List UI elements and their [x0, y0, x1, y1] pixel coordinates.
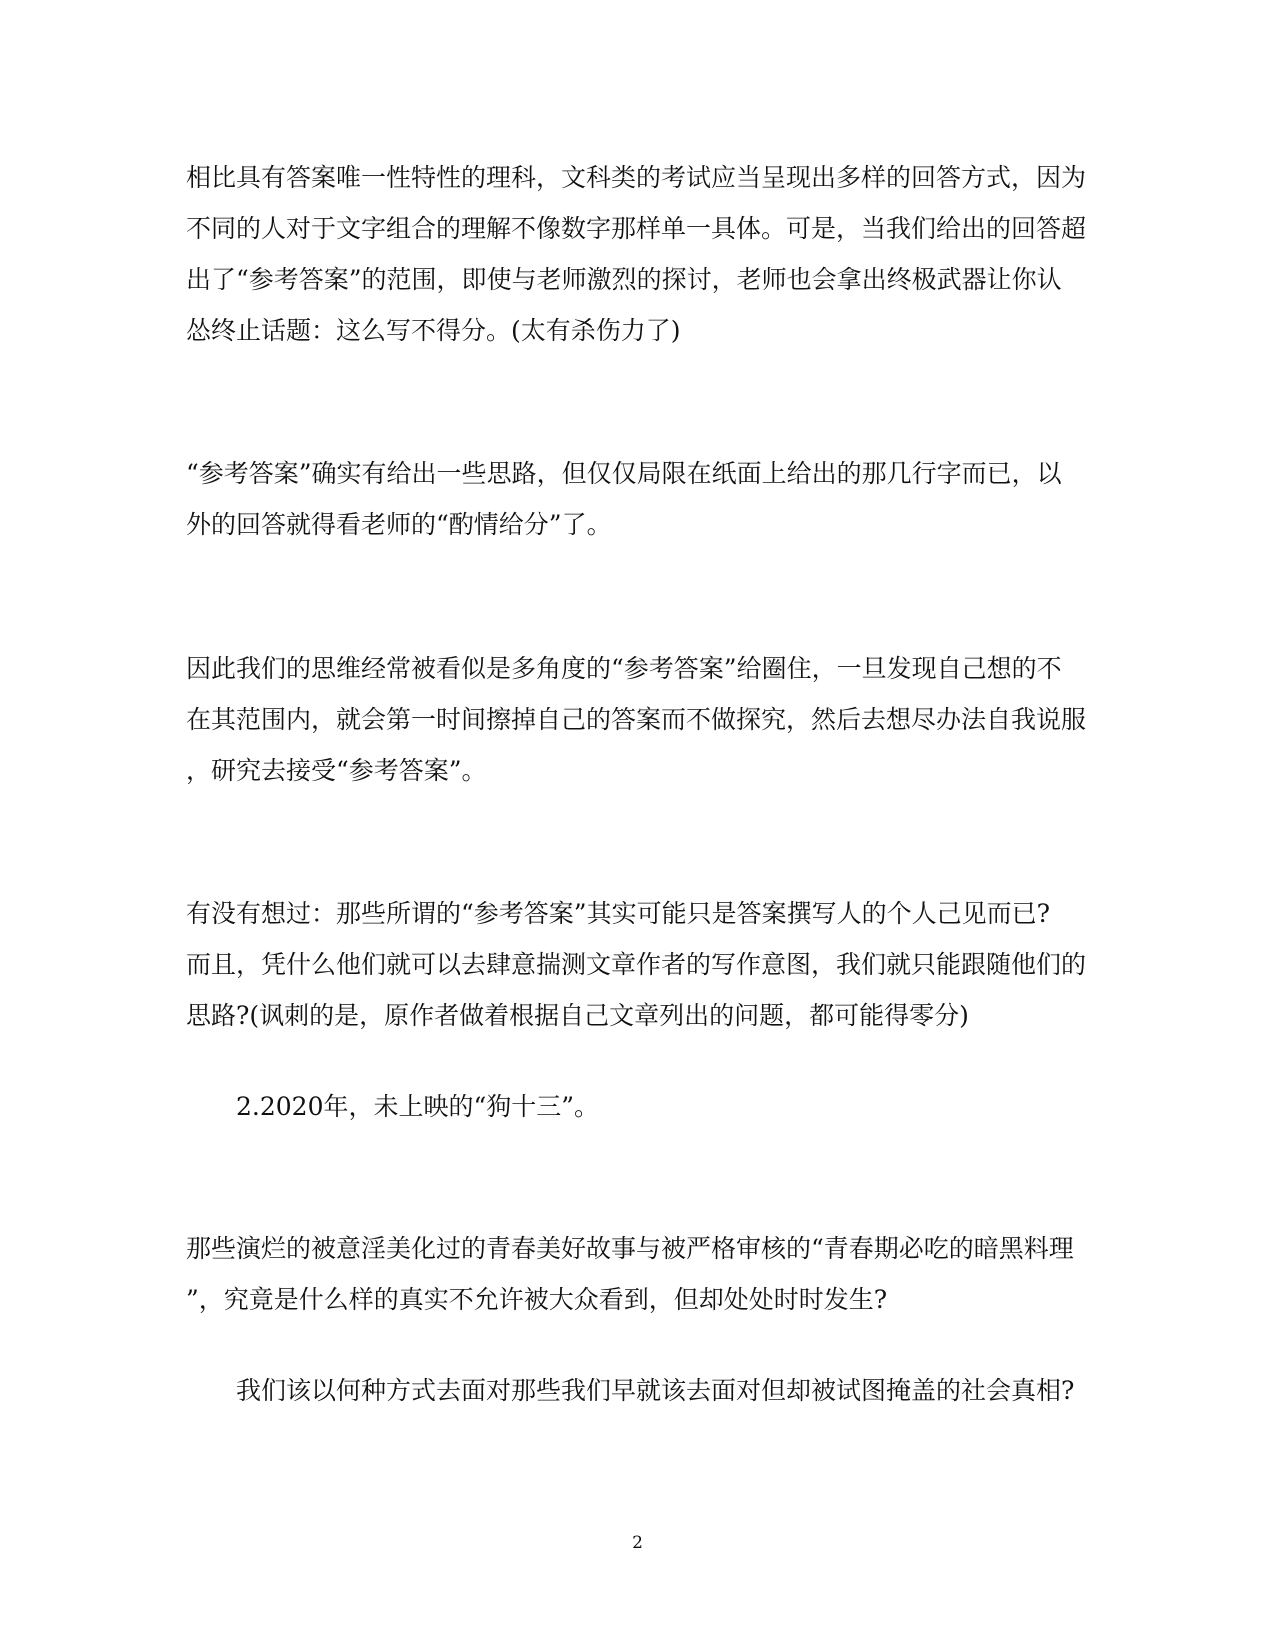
paragraph-4-line-1: 有没有想过：那些所谓的“参考答案”其实可能只是答案撰写人的个人己见而已?: [186, 899, 1050, 928]
paragraph-2-line-2: 外的回答就得看老师的“酌情给分”了。: [186, 510, 612, 539]
paragraph-1-line-2: 不同的人对于文字组合的理解不像数字那样单一具体。可是，当我们给出的回答超: [186, 214, 1087, 243]
paragraph-3-line-2: 在其范围内，就会第一时间擦掉自己的答案而不做探究，然后去想尽办法自我说服: [186, 705, 1087, 734]
paragraph-6-line-2: ”，究竟是什么样的真实不允许被大众看到，但却处处时时发生?: [186, 1285, 888, 1314]
section-heading: 2.2020年，未上映的“狗十三”。: [236, 1092, 600, 1121]
paragraph-4-line-3: 思路?(讽刺的是，原作者做着根据自己文章列出的问题，都可能得零分): [186, 1001, 969, 1030]
paragraph-1-line-4: 怂终止话题：这么写不得分。(太有杀伤力了): [186, 316, 681, 345]
paragraph-7-line-1: 我们该以何种方式去面对那些我们早就该去面对但却被试图掩盖的社会真相?: [236, 1376, 1075, 1405]
paragraph-3-line-3: ，研究去接受“参考答案”。: [186, 756, 487, 785]
paragraph-6-line-1: 那些演烂的被意淫美化过的青春美好故事与被严格审核的“青春期必吃的暗黑料理: [186, 1234, 1074, 1263]
paragraph-3-line-1: 因此我们的思维经常被看似是多角度的“参考答案”给圈住，一旦发现自己想的不: [186, 654, 1062, 683]
paragraph-1-line-1: 相比具有答案唯一性特性的理科，文科类的考试应当呈现出多样的回答方式，因为: [186, 163, 1087, 192]
paragraph-2-line-1: “参考答案”确实有给出一些思路，但仅仅局限在纸面上给出的那几行字而已，以: [186, 459, 1062, 488]
page-number: 2: [632, 1533, 643, 1553]
paragraph-4-line-2: 而且，凭什么他们就可以去肆意揣测文章作者的写作意图，我们就只能跟随他们的: [186, 950, 1087, 979]
paragraph-1-line-3: 出了“参考答案”的范围，即使与老师激烈的探讨，老师也会拿出终极武器让你认: [186, 265, 1062, 294]
